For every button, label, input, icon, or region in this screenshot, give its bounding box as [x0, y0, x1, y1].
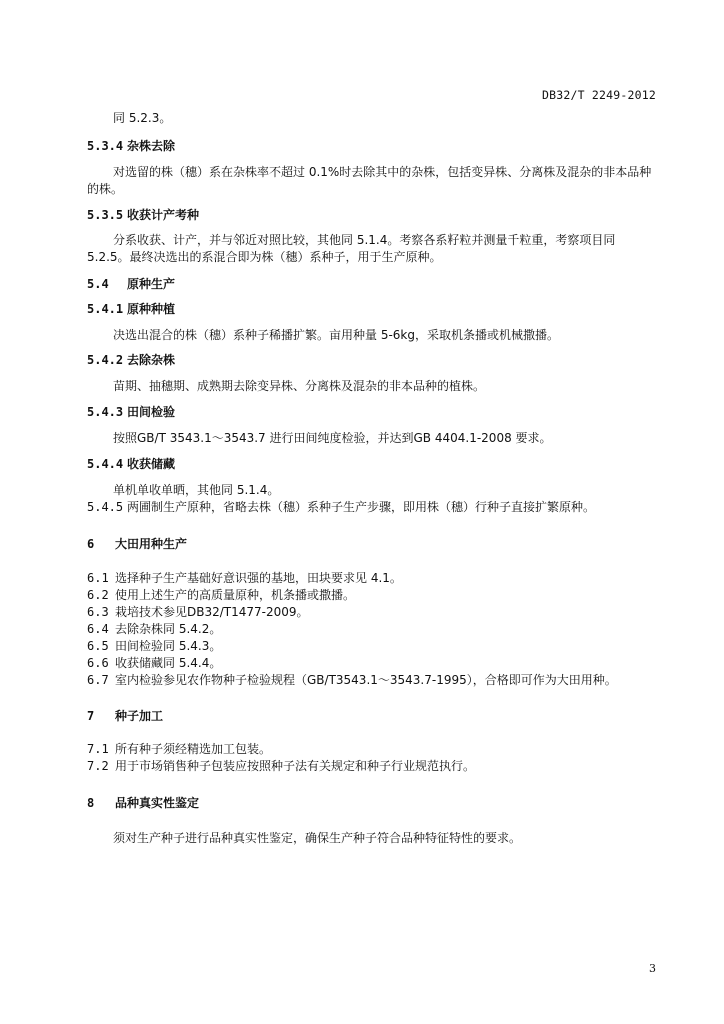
- heading-5-4-2: 5.4.2 去除杂株: [87, 353, 176, 367]
- paragraph-5-4-1: 决选出混合的株（穗）系种子稀播扩繁。亩用种量 5-6kg，采取机条播或机械撒播。: [113, 328, 559, 342]
- list-item-6-7: 6.7 室内检验参见农作物种子检验规程（GB/T3543.1～3543.7-1995），合格即可作为大田用种。: [87, 673, 617, 687]
- heading-5-3-4: 5.3.4 杂株去除: [87, 139, 176, 153]
- heading-8: 8 品种真实性鉴定: [87, 796, 200, 810]
- paragraph-5-3-5: 分系收获、计产，并与邻近对照比较，其他同 5.1.4。考察各系籽粒并测量千粒重，考察项目同 5.2.5。最终决选出的系混合即为株（穗）系种子，用于生产原种。: [87, 233, 616, 264]
- heading-5-4-4: 5.4.4 收获储藏: [87, 457, 176, 471]
- list-item-6-5: 6.5 田间检验同 5.4.3。: [87, 639, 222, 653]
- list-item-6-1: 6.1 选择种子生产基础好意识强的基地，田块要求见 4.1。: [87, 571, 402, 585]
- list-item-6-6: 6.6 收获储藏同 5.4.4。: [87, 656, 222, 670]
- page-number: 3: [649, 962, 656, 975]
- paragraph-5-3-4: 对选留的株（穗）系在杂株率不超过 0.1%时去除其中的杂株，包括变异株、分离株及混杂的非本品种的株。: [87, 165, 652, 196]
- document-code-header: DB32/T 2249-2012: [542, 88, 656, 102]
- heading-5-4: 5.4 原种生产: [87, 277, 176, 291]
- continuation-text: 同 5.2.3。: [113, 111, 172, 125]
- heading-5-4-1: 5.4.1 原种种植: [87, 302, 176, 316]
- heading-7: 7 种子加工: [87, 709, 164, 723]
- paragraph-5-4-2: 苗期、抽穗期、成熟期去除变异株、分离株及混杂的非本品种的植株。: [113, 379, 486, 393]
- heading-6: 6 大田用种生产: [87, 537, 188, 551]
- list-item-7-2: 7.2 用于市场销售种子包装应按照种子法有关规定和种子行业规范执行。: [87, 759, 476, 773]
- paragraph-5-4-5: 5.4.5 两圃制生产原种，省略去株（穗）系种子生产步骤，即用株（穗）行种子直接扩繁原种。: [87, 500, 596, 514]
- paragraph-5-4-3: 按照GB/T 3543.1～3543.7 进行田间纯度检验，并达到GB 4404.1-2008 要求。: [113, 431, 552, 445]
- list-item-6-3: 6.3 栽培技术参见DB32/T1477-2009。: [87, 605, 309, 619]
- list-item-6-2: 6.2 使用上述生产的高质量原种，机条播或撒播。: [87, 588, 356, 602]
- paragraph-8: 须对生产种子进行品种真实性鉴定，确保生产种子符合品种特征特性的要求。: [113, 831, 522, 845]
- paragraph-5-4-4: 单机单收单晒，其他同 5.1.4。: [113, 483, 280, 497]
- heading-5-3-5: 5.3.5 收获计产考种: [87, 208, 200, 222]
- list-item-6-4: 6.4 去除杂株同 5.4.2。: [87, 622, 222, 636]
- list-item-7-1: 7.1 所有种子须经精选加工包装。: [87, 742, 272, 756]
- heading-5-4-3: 5.4.3 田间检验: [87, 405, 176, 419]
